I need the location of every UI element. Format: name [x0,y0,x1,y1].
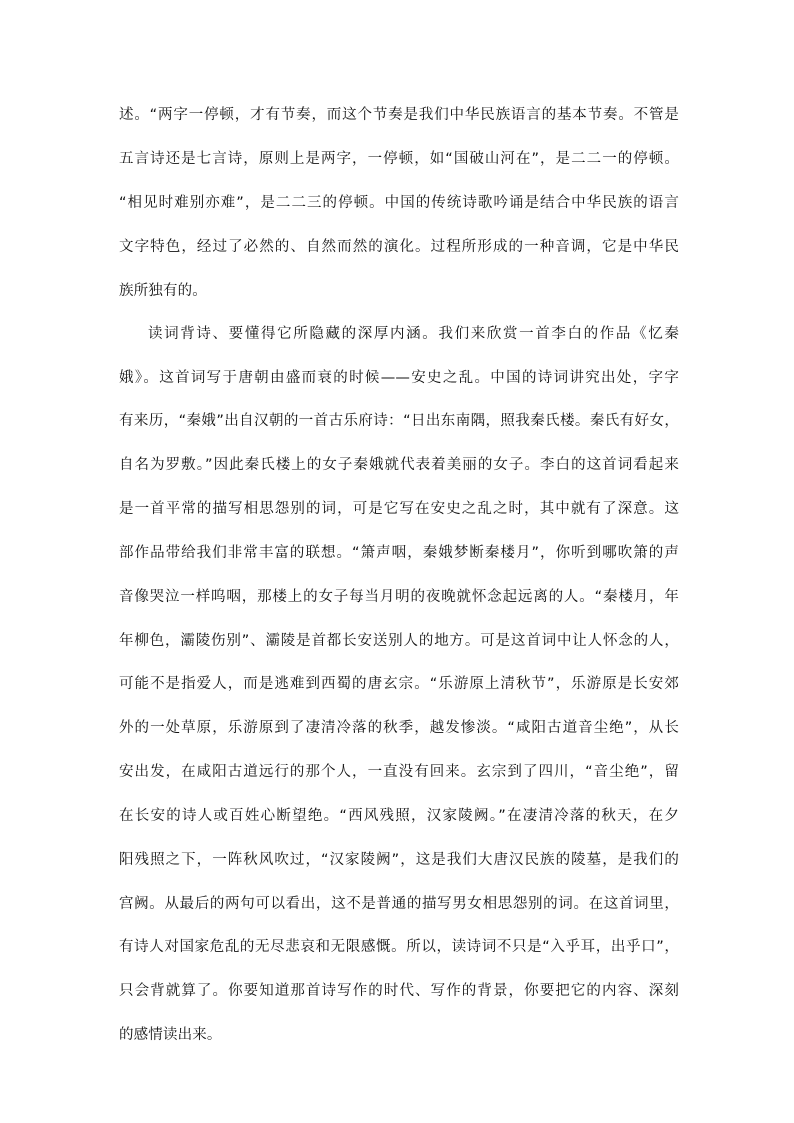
text-line: 是一首平常的描写相思怨别的词，可是它写在安史之乱之时，其中就有了深意。这 [119,501,679,517]
text-line: 有诗人对国家危乱的无尽悲哀和无限感慨。所以，读诗词不只是“入乎耳，出乎口”， [119,939,679,955]
text-line: 在长安的诗人或百姓心断望绝。“西风残照，汉家陵阙。”在凄清冷落的秋天，在夕 [119,808,679,824]
text-line: 部作品带给我们非常丰富的联想。“箫声咽，秦娥梦断秦楼月”，你听到哪吹箫的声 [119,545,679,561]
text-line: 外的一处草原，乐游原到了凄清冷落的秋季，越发惨淡。“咸阳古道音尘绝”，从长 [119,720,679,736]
text-line: 族所独有的。 [119,283,207,299]
text-line: 述。“两字一停顿，才有节奏，而这个节奏是我们中华民族语言的基本节奏。不管是 [119,107,679,123]
text-line: 的感情读出来。 [119,1027,222,1043]
text-line: 年柳色，灞陵伤别”、灞陵是首都长安送别人的地方。可是这首词中让人怀念的人， [119,633,679,649]
text-line: 文字特色，经过了必然的、自然而然的演化。过程所形成的一种音调，它是中华民 [119,239,679,255]
text-line: 五言诗还是七言诗，原则上是两字，一停顿，如“国破山河在”，是二二一的停顿。 [119,151,679,167]
text-line: 自名为罗敷。”因此秦氏楼上的女子秦娥就代表着美丽的女子。李白的这首词看起来 [119,457,679,473]
text-line: 可能不是指爱人，而是逃难到西蜀的唐玄宗。“乐游原上清秋节”，乐游原是长安郊 [119,676,679,692]
text-line: 读词背诗、要懂得它所隐藏的深厚内涵。我们来欣赏一首李白的作品《忆秦 [148,326,679,342]
text-line: 宫阙。从最后的两句可以看出，这不是普通的描写男女相思怨别的词。在这首词里， [119,896,679,912]
text-line: 只会背就算了。你要知道那首诗写作的时代、写作的背景，你要把它的内容、深刻 [119,983,679,999]
text-line: 音像哭泣一样呜咽，那楼上的女子每当月明的夜晚就怀念起远离的人。“秦楼月，年 [119,589,679,605]
text-line: 安出发，在咸阳古道远行的那个人，一直没有回来。玄宗到了四川，“音尘绝”，留 [119,764,679,780]
text-line: 娥》。这首词写于唐朝由盛而衰的时候——安史之乱。中国的诗词讲究出处，字字 [119,370,679,386]
text-line: 有来历，“秦娥”出自汉朝的一首古乐府诗：“日出东南隅，照我秦氏楼。秦氏有好女， [119,413,679,429]
text-line: “相见时难别亦难”，是二二三的停顿。中国的传统诗歌吟诵是结合中华民族的语言 [119,195,679,211]
text-line: 阳残照之下，一阵秋风吹过，“汉家陵阙”，这是我们大唐汉民族的陵墓，是我们的 [119,852,679,868]
